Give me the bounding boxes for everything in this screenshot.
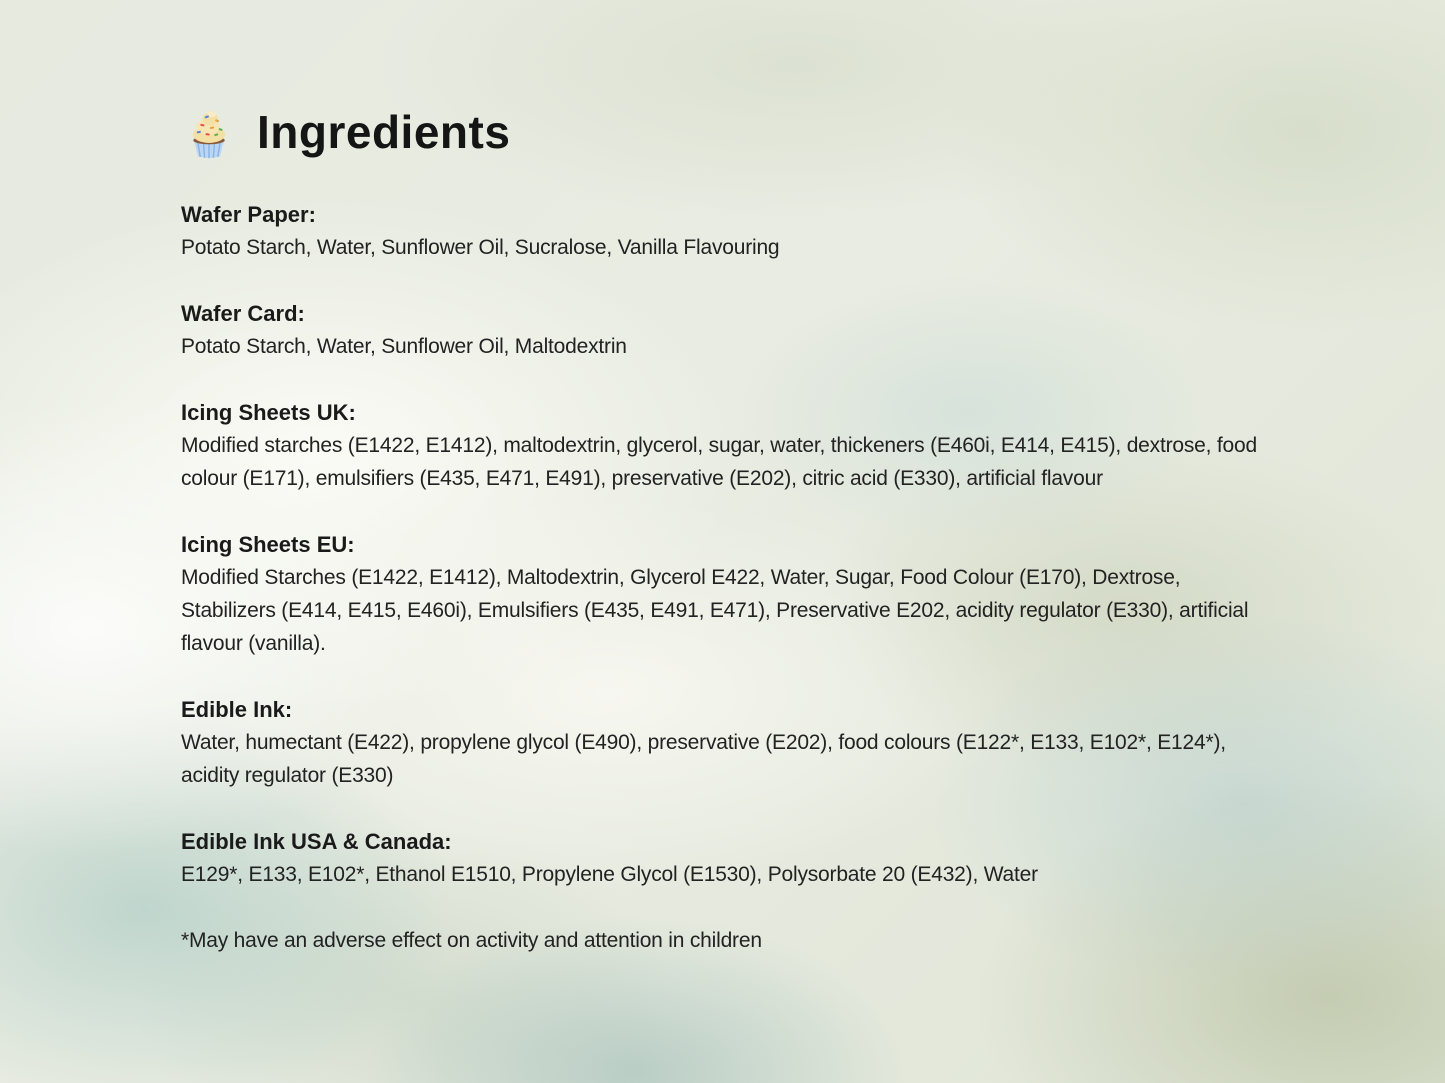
- section-wafer-card: [181, 297, 1276, 363]
- cupcake-icon: [181, 104, 237, 160]
- section-icing-sheets-uk: [181, 396, 1276, 495]
- section-body: Potato Starch, Water, Sunflower Oil, Sucralose, Vanilla Flavouring: [181, 236, 780, 259]
- section-body: Modified Starches (E1422, E1412), Maltodextrin, Glycerol E422, Water, Sugar, Food Colour (E170), Dextrose, Stabilizers (E414, E415, E460i), Emulsifiers (E435, E491, E471), Preservative E202, acidity regulator (E330), artificial flavour (vanilla).: [181, 566, 1249, 655]
- section-icing-sheets-eu: [181, 528, 1276, 660]
- section-edible-ink: [181, 693, 1276, 792]
- section-heading: Icing Sheets EU:: [181, 532, 355, 557]
- section-body: Modified starches (E1422, E1412), maltodextrin, glycerol, sugar, water, thickeners (E460i, E414, E415), dextrose, food colour (E171), emulsifiers (E435, E471, E491), preservative (E202), citric acid (E330), artificial flavour: [181, 434, 1257, 490]
- section-wafer-paper: [181, 198, 1276, 264]
- section-heading: Edible Ink:: [181, 697, 293, 722]
- section-body: E129*, E133, E102*, Ethanol E1510, Propylene Glycol (E1530), Polysorbate 20 (E432), Water: [181, 863, 1038, 886]
- section-edible-ink-usa-canada: [181, 825, 1276, 891]
- section-heading: Edible Ink USA & Canada:: [181, 829, 452, 854]
- page-title: Ingredients: [257, 106, 511, 158]
- content-column: [181, 104, 1276, 957]
- section-heading: Wafer Card:: [181, 301, 305, 326]
- title-row: [181, 104, 1276, 160]
- section-body: Potato Starch, Water, Sunflower Oil, Maltodextrin: [181, 335, 627, 358]
- footnote: *May have an adverse effect on activity and attention in children: [181, 929, 762, 952]
- section-heading: Wafer Paper:: [181, 202, 316, 227]
- section-heading: Icing Sheets UK:: [181, 400, 356, 425]
- section-body: Water, humectant (E422), propylene glycol (E490), preservative (E202), food colours (E122*, E133, E102*, E124*), acidity regulator (E330): [181, 731, 1226, 787]
